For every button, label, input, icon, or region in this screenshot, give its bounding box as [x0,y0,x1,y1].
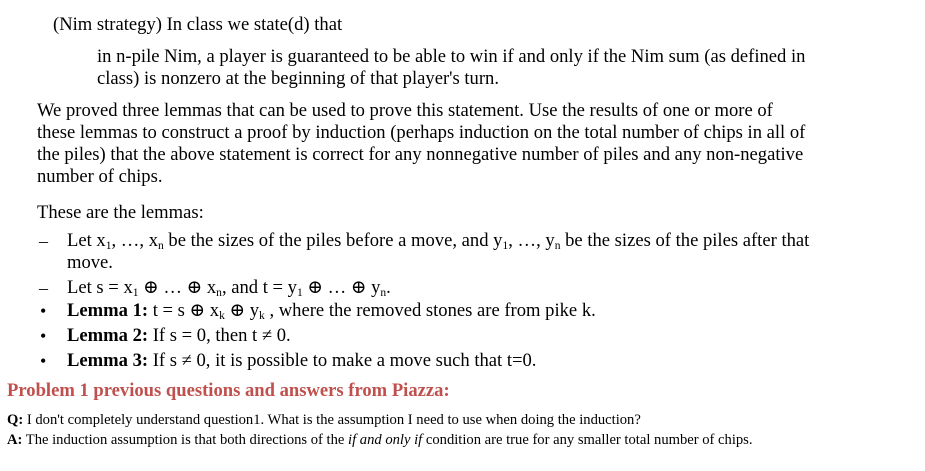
quote-line-2: class) is nonzero at the beginning of that player's turn. [97,68,499,89]
body-line-4: number of chips. [37,166,163,187]
piazza-answer: A: The induction assumption is that both directions of the if and only if condition are true for any smaller total number of chips. [7,432,753,448]
intro-line: (Nim strategy) In class we state(d) that [53,14,343,35]
lemma-3: Lemma 3: If s ≠ 0, it is possible to make a move such that t=0. [67,350,537,371]
body-line-1: We proved three lemmas that can be used to prove this statement. Use the results of one or more of [37,100,773,121]
quote-line-1: in n-pile Nim, a player is guaranteed to be able to win if and only if the Nim sum (as defined in [97,46,806,67]
lemma-2-bullet: • [40,326,47,346]
lemma-2: Lemma 2: If s = 0, then t ≠ 0. [67,325,291,346]
dash-item-2: Let $s = x_1$ ⊕ … ⊕ $x_n$, and $t = y_1$ ⊕ … ⊕ $y_n$. [67,277,391,299]
body-line-3: the piles) that the above statement is correct for any nonnegative number of piles and any non-negative [37,144,804,165]
lemma-1-bullet: • [40,301,47,321]
lemma-3-bullet: • [40,351,47,371]
body-line-2: these lemmas to construct a proof by induction (perhaps induction on the total number of chips in all of [37,122,806,143]
lemma-1: Lemma 1: t = s ⊕ $x_k$ ⊕ $y_k$ , where the removed stones are from pike k. [67,300,596,322]
dash-marker-1: – [39,231,48,251]
dash-item-1-continuation: move. [67,252,113,273]
dash-marker-2: – [39,278,48,298]
dash-item-1: Let $x_1$, …, $x_n$ be the sizes of the piles before a move, and $y_1$, …, $y_n$ be the sizes of the piles after that [67,230,810,252]
lemmas-intro: These are the lemmas: [37,202,204,223]
piazza-heading: Problem 1 previous questions and answers from Piazza: [7,380,450,401]
piazza-question: Q: I don't completely understand question1. What is the assumption I need to use when doing the induction? [7,412,641,428]
